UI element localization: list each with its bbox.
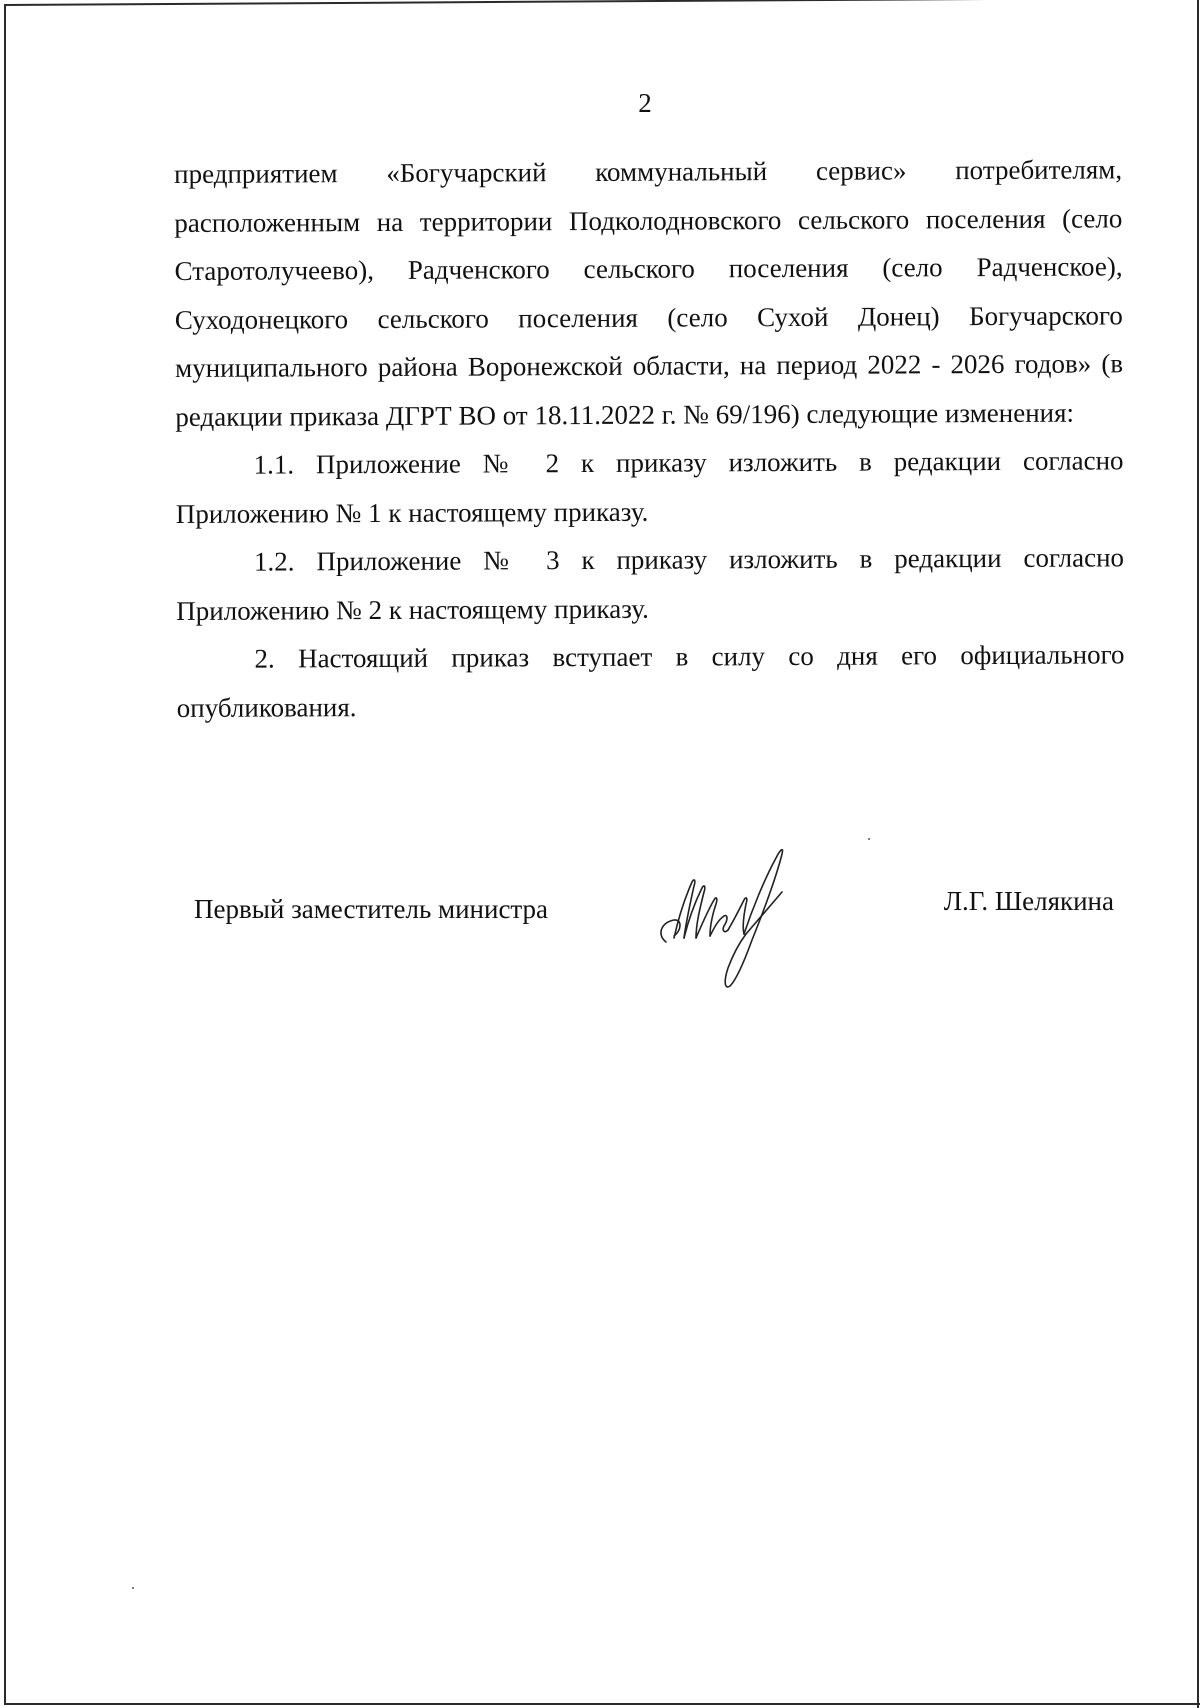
page-number: 2	[638, 88, 652, 118]
paragraph-item-1-1: 1.1. Приложение № 2 к приказу изложить в редакции согласно Приложению № 1 к настоящему приказу.	[175, 445, 1124, 529]
handwritten-signature	[648, 830, 808, 990]
signatory-name: Л.Г. Шелякина	[943, 886, 1114, 916]
scan-border-top	[4, 0, 1154, 6]
scan-border-left	[4, 4, 6, 1704]
paragraph-item-2: 2. Настоящий приказ вступает в силу со дня его официального опубликования.	[176, 639, 1125, 723]
scan-speck	[132, 1587, 134, 1589]
document-body	[174, 145, 1125, 732]
signatory-position: Первый заместитель министра	[194, 894, 549, 924]
paragraph-item-1-2: 1.2. Приложение № 3 к приказу изложить в редакции согласно Приложению № 2 к настоящему приказу.	[176, 542, 1125, 626]
signature-block	[190, 880, 1120, 1000]
paragraph-intro: предприятием «Богучарский коммунальный сервис» потребителям, расположенным на территории Подколодновского сельского поселения (село Старотолучеево), Радченского сельского поселения (село Радченское), Суходонецкого сельского поселения (село Сухой Донец) Богучарского муниципального района Воронежской области, на период 2022 - 2026 годов» (в редакции приказа ДГРТ ВО от 18.11.2022 г. № 69/196) следующие изменения:	[174, 154, 1124, 432]
scan-border-right	[1197, 0, 1199, 1708]
scan-border-bottom	[4, 1703, 1200, 1705]
scan-speck	[868, 838, 870, 840]
